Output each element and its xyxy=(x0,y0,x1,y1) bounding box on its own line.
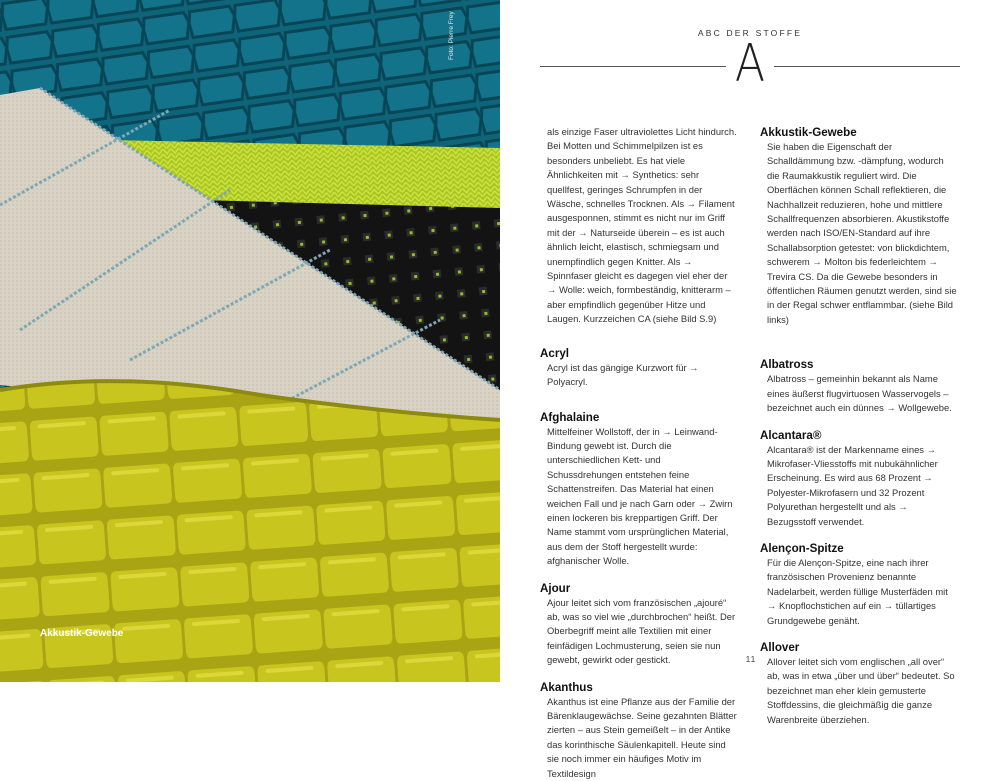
entry-definition: Akanthus ist eine Pflanze aus der Familie der Bärenklaugewächse. Seine gezahnten Blätter zierten – aus Stein gemeißelt – in der Antike das korinthische Säulenkapitell. Heute sind sie noch immer ein häufiges Motiv im Textildesign xyxy=(547,695,737,779)
entry-term: Albatross xyxy=(760,358,814,372)
entry-term: Alençon-Spitze xyxy=(760,541,844,555)
glossary-entry-alencon-spitze xyxy=(760,541,958,628)
fabric-photo-illustration xyxy=(0,0,500,682)
entry-term: Akkustik-Gewebe xyxy=(760,126,857,139)
glossary-entry-albatross xyxy=(760,357,958,415)
entry-definition: Mittelfeiner Wollstoff, der in → Leinwand-Bindung gewebt ist. Durch die unterschiedlichen Kett- und Schussdrehungen entstehen feine Schattenstreifen. Das Material hat einen weichen Fall und je nach Garn oder → Zwirn einen lockeren bis kreppartigen Griff. Der Name stammt vom ursprünglichen Material, aus dem der Stoff hergestellt wurde: afghanischer Wolle. xyxy=(547,425,733,567)
entry-term: Ajour xyxy=(540,581,571,595)
section-letter: A xyxy=(734,34,766,94)
photo-caption: Akkustik-Gewebe xyxy=(40,628,124,639)
header-rule-right xyxy=(774,66,960,67)
entry-definition: Albatross – gemeinhin bekannt als Name eines äußerst flugvirtuosen Wasservogels – bezeichnet auch ein dünnes → Wollgewebe. xyxy=(767,373,952,414)
glossary-entry-ajour xyxy=(540,581,738,668)
section-title: ABC DER STOFFE xyxy=(697,28,803,38)
entry-definition: Alcantara® ist der Markenname eines → Mikrofaser-Vliesstoffs mit nubukähnlicher Erscheinung. Es wird aus 68 Prozent → Polyester-Mikrofasern und 32 Prozent Polyurethan hergestellt und als → Bezugsstoff verwendet. xyxy=(767,443,938,527)
header-rule-left xyxy=(540,66,726,67)
entry-definition: Acryl ist das gängige Kurzwort für → Polyacryl. xyxy=(547,361,699,388)
glossary-entry-acryl xyxy=(540,346,738,390)
column-left xyxy=(540,125,738,781)
glossary-entry-alcantara xyxy=(760,428,958,529)
glossary-entry-allover xyxy=(760,640,958,727)
page-number: 11 xyxy=(745,654,757,664)
entry-definition: Für die Alençon-Spitze, eine nach ihrer französischen Provenienz benannte Nadelarbeit, werden füllige Musterfäden mit → Knopflochstichen auf ein → tüllartiges Grundgewebe genäht. xyxy=(767,556,948,626)
glossary-entry-akanthus xyxy=(540,680,738,781)
entry-term: Akanthus xyxy=(540,680,593,694)
entry-term: Acryl xyxy=(540,346,570,360)
entry-term: Afghalaine xyxy=(540,410,600,424)
continued-text: als einzige Faser ultraviolettes Licht hindurch. Bei Motten und Schimmelpilzen ist es besonders unbeliebt. Es hat viele Ähnlichkeiten mit → Synthetics: sehr quellfest, geringes Schrumpfen in der Wäsche, schnelles Trocknen. Als → Filament ausgesponnen, stimmt es nicht nur im Griff mit der → Naturseide überein – es ist auch ähnlich leicht, elastisch, schmiegsam und unempfindlich gegen Knitter. Als → Spinnfaser gleicht es dagegen viel eher der → Wolle: weich, formbeständig, knitterarm – aber empfindlich gegenüber Hitze und Laugen. Kurzzeichen CA (siehe Bild S.9) xyxy=(547,126,737,325)
entry-definition: Sie haben die Eigenschaft der Schalldämmung bzw. -dämpfung, wodurch die Raumakkustik reguliert wird. Die Oberflächen können Schall reflektieren, die Nachhallzeit reduzieren, hohe und mittlere Schallfrequenzen absorbieren. Akustikstoffe werden nach ISO/EN-Standard auf ihre Schallabsorption getestet: von blickdichtem, schwerem → Molton bis federleichtem → Trevira CS. Da die Gewebe besonders in öffentlichen Räumen genutzt werden, sind sie in der Regal schwer entflammbar. (siehe Bild links) xyxy=(767,141,957,325)
entry-definition: Allover leitet sich vom englischen „all over“ ab, was in etwa „über und über“ bedeutet. So bezeichnet man eher klein gemusterte Stoffdessins, die gleichmäßig die ganze Warenbreite überziehen. xyxy=(767,655,955,725)
glossary-entry-akkustik-gewebe xyxy=(760,125,958,327)
photo-credit: Foto: Pierre Frey xyxy=(448,11,455,60)
column-right xyxy=(760,125,958,727)
glossary-entry-afghalaine xyxy=(540,410,738,569)
entry-definition: Ajour leitet sich vom französischen „ajouré“ ab, was so viel wie „durchbrochen“ heißt. Der Oberbegriff meint alle Textilien mit einer feinfädigen Lochmusterung, seien sie nun gewebt, gewirkt oder gestickt. xyxy=(547,596,736,666)
entry-term: Alcantara® xyxy=(760,428,822,442)
entry-term: Allover xyxy=(760,640,800,654)
fabric-photo xyxy=(0,0,500,682)
